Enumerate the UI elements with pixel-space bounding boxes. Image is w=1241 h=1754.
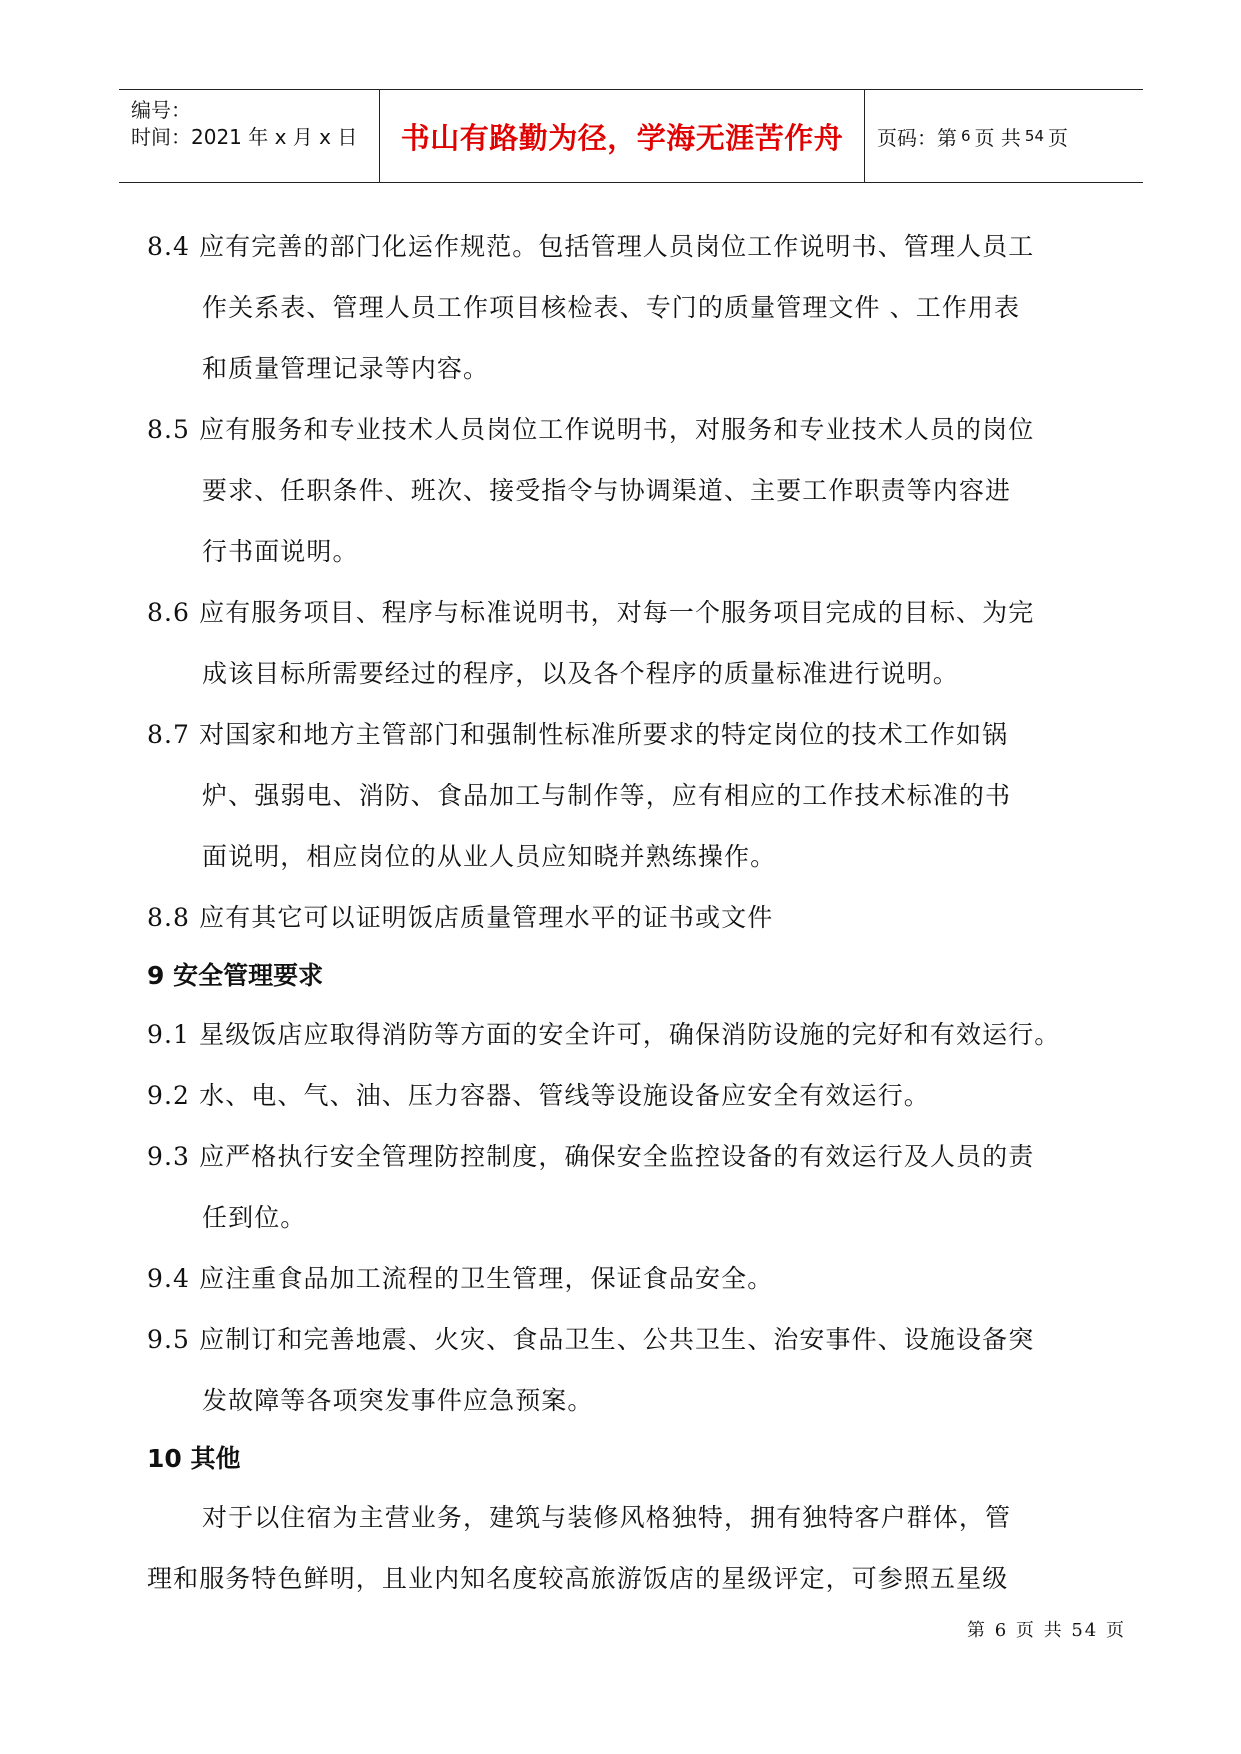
paragraph-10: [147, 1487, 1117, 1609]
clause-9-4: [147, 1248, 1117, 1309]
section-heading-10: 10 其他: [147, 1444, 241, 1473]
clause-line: 作关系表、管理人员工作项目核检表、专门的质量管理文件 、工作用表: [202, 293, 1021, 322]
paragraph-line: 理和服务特色鲜明，且业内知名度较高旅游饭店的星级评定，可参照五星级: [147, 1564, 1009, 1593]
clause-line: 面说明，相应岗位的从业人员应知晓并熟练操作。: [202, 842, 777, 871]
clause-8-7: [147, 704, 1117, 887]
paragraph-line: 对于以住宿为主营业务，建筑与装修风格独特，拥有独特客户群体，管: [202, 1503, 1012, 1532]
clause-line: 9.2 水、电、气、油、压力容器、管线等设施设备应安全有效运行。: [147, 1081, 930, 1110]
clause-line: 8.8 应有其它可以证明饭店质量管理水平的证书或文件: [147, 903, 774, 932]
clause-line: 行书面说明。: [202, 537, 359, 566]
clause-line: 8.6 应有服务项目、程序与标准说明书，对每一个服务项目完成的目标、为完: [147, 598, 1035, 627]
clause-8-4: [147, 216, 1117, 399]
document-body: [147, 216, 1117, 1609]
page-total: 54: [1024, 127, 1044, 145]
page-current: 6: [961, 127, 971, 145]
clause-line: 8.7 对国家和地方主管部门和强制性标准所要求的特定岗位的技术工作如锅: [147, 720, 1009, 749]
header-meta: [119, 90, 379, 182]
clause-9-3: [147, 1126, 1117, 1248]
page-label-mid: 页 共: [974, 125, 1021, 150]
clause-line: 和质量管理记录等内容。: [202, 354, 490, 383]
clause-line: 9.3 应严格执行安全管理防控制度，确保安全监控设备的有效运行及人员的责: [147, 1142, 1035, 1171]
clause-line: 要求、任职条件、班次、接受指令与协调渠道、主要工作职责等内容进: [202, 476, 1012, 505]
section-heading-9: 9 安全管理要求: [147, 961, 324, 990]
header-motto: 书山有路勤为径，学海无涯苦作舟: [379, 90, 865, 182]
header-page-info: [865, 90, 1143, 182]
clause-line: 8.4 应有完善的部门化运作规范。包括管理人员岗位工作说明书、管理人员工: [147, 232, 1035, 261]
clause-9-1: [147, 1004, 1117, 1065]
clause-line: 8.5 应有服务和专业技术人员岗位工作说明书，对服务和专业技术人员的岗位: [147, 415, 1035, 444]
clause-line: 成该目标所需要经过的程序，以及各个程序的质量标准进行说明。: [202, 659, 959, 688]
document-number-label: 编号：: [131, 98, 191, 122]
clause-8-8: [147, 887, 1117, 948]
document-time-label: 时间：2021 年 x 月 x 日: [131, 125, 358, 149]
clause-line: 发故障等各项突发事件应急预案。: [202, 1386, 594, 1415]
clause-line: 9.5 应制订和完善地震、火灾、食品卫生、公共卫生、治安事件、设施设备突: [147, 1325, 1035, 1354]
page-footer: 第 6 页 共 54 页: [967, 1620, 1126, 1641]
clause-line: 任到位。: [202, 1203, 307, 1232]
clause-9-5: [147, 1309, 1117, 1431]
clause-8-6: [147, 582, 1117, 704]
page-label-prefix: 页码：第: [877, 125, 957, 150]
clause-line: 9.1 星级饭店应取得消防等方面的安全许可，确保消防设施的完好和有效运行。: [147, 1020, 1061, 1049]
clause-line: 炉、强弱电、消防、食品加工与制作等，应有相应的工作技术标准的书: [202, 781, 1012, 810]
page-label-suffix: 页: [1048, 125, 1068, 150]
clause-8-5: [147, 399, 1117, 582]
clause-9-2: [147, 1065, 1117, 1126]
clause-line: 9.4 应注重食品加工流程的卫生管理，保证食品安全。: [147, 1264, 774, 1293]
document-header: [119, 89, 1143, 183]
